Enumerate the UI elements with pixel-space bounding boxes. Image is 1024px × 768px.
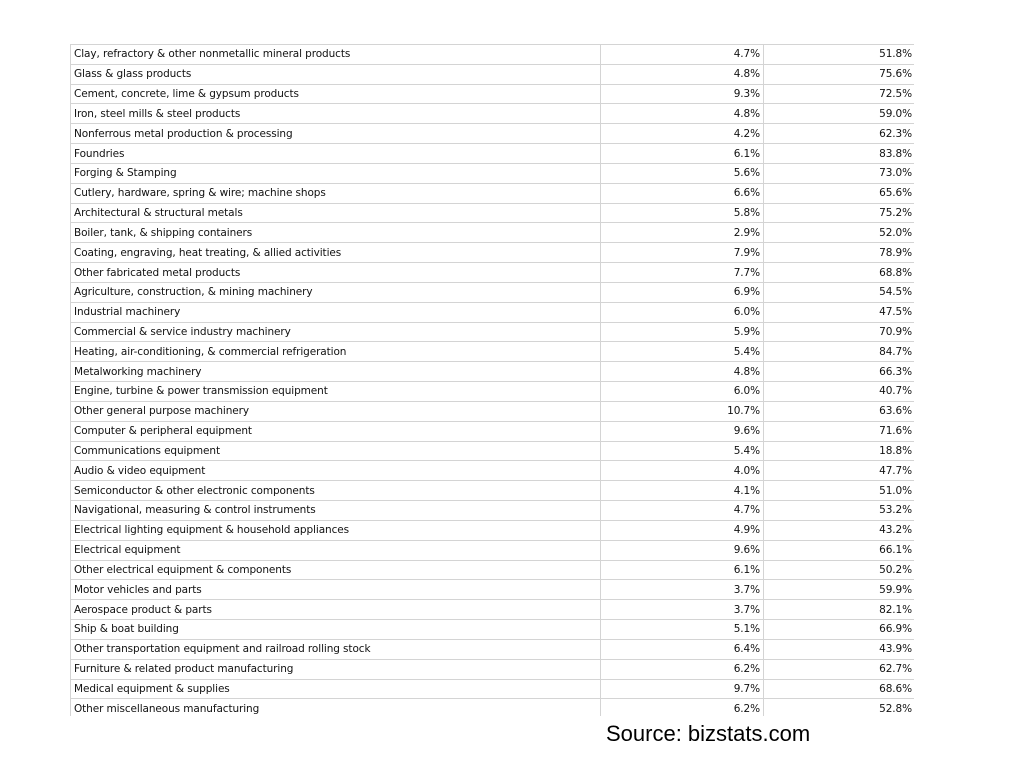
percent-b-cell: 75.2%	[763, 203, 914, 223]
percent-b-cell: 84.7%	[763, 341, 914, 361]
source-caption: Source: bizstats.com	[606, 721, 811, 746]
table-row	[70, 599, 914, 619]
percent-a-cell: 6.4%	[600, 639, 763, 659]
percent-a-cell: 2.9%	[600, 222, 763, 242]
industry-table-container	[70, 44, 914, 716]
industry-name-cell: Metalworking machinery	[70, 361, 600, 381]
industry-name-cell: Electrical equipment	[70, 540, 600, 560]
percent-a-cell: 7.7%	[600, 262, 763, 282]
percent-b-cell: 50.2%	[763, 560, 914, 580]
industry-name-cell: Other transportation equipment and railroad rolling stock	[70, 639, 600, 659]
industry-name-cell: Other fabricated metal products	[70, 262, 600, 282]
industry-name-cell: Furniture & related product manufacturing	[70, 659, 600, 679]
percent-a-cell: 5.4%	[600, 341, 763, 361]
industry-name-cell: Foundries	[70, 143, 600, 163]
percent-a-cell: 5.4%	[600, 441, 763, 461]
percent-b-cell: 62.3%	[763, 123, 914, 143]
table-row	[70, 44, 914, 64]
percent-b-cell: 78.9%	[763, 242, 914, 262]
industry-name-cell: Aerospace product & parts	[70, 599, 600, 619]
table-row	[70, 560, 914, 580]
percent-b-cell: 83.8%	[763, 143, 914, 163]
percent-a-cell: 9.6%	[600, 540, 763, 560]
percent-a-cell: 4.0%	[600, 460, 763, 480]
percent-a-cell: 4.7%	[600, 500, 763, 520]
industry-name-cell: Computer & peripheral equipment	[70, 421, 600, 441]
percent-a-cell: 9.7%	[600, 679, 763, 699]
percent-b-cell: 68.6%	[763, 679, 914, 699]
table-row	[70, 302, 914, 322]
industry-name-cell: Forging & Stamping	[70, 163, 600, 183]
percent-a-cell: 4.2%	[600, 123, 763, 143]
percent-b-cell: 73.0%	[763, 163, 914, 183]
industry-name-cell: Clay, refractory & other nonmetallic mineral products	[70, 44, 600, 64]
table-row	[70, 381, 914, 401]
table-row	[70, 103, 914, 123]
table-row	[70, 242, 914, 262]
percent-a-cell: 4.1%	[600, 480, 763, 500]
industry-name-cell: Nonferrous metal production & processing	[70, 123, 600, 143]
percent-a-cell: 3.7%	[600, 599, 763, 619]
percent-a-cell: 7.9%	[600, 242, 763, 262]
table-row	[70, 262, 914, 282]
table-row	[70, 579, 914, 599]
industry-name-cell: Audio & video equipment	[70, 460, 600, 480]
table-row	[70, 123, 914, 143]
percent-b-cell: 66.3%	[763, 361, 914, 381]
percent-b-cell: 40.7%	[763, 381, 914, 401]
table-row	[70, 322, 914, 342]
percent-b-cell: 47.5%	[763, 302, 914, 322]
table-row	[70, 441, 914, 461]
percent-a-cell: 6.2%	[600, 698, 763, 716]
industry-name-cell: Cement, concrete, lime & gypsum products	[70, 84, 600, 104]
percent-a-cell: 4.9%	[600, 520, 763, 540]
industry-name-cell: Other electrical equipment & components	[70, 560, 600, 580]
percent-a-cell: 3.7%	[600, 579, 763, 599]
table-row	[70, 64, 914, 84]
percent-a-cell: 6.1%	[600, 560, 763, 580]
percent-a-cell: 10.7%	[600, 401, 763, 421]
table-row	[70, 500, 914, 520]
percent-a-cell: 6.1%	[600, 143, 763, 163]
percent-a-cell: 5.8%	[600, 203, 763, 223]
table-row	[70, 659, 914, 679]
industry-name-cell: Commercial & service industry machinery	[70, 322, 600, 342]
industry-name-cell: Architectural & structural metals	[70, 203, 600, 223]
table-row	[70, 163, 914, 183]
industry-name-cell: Electrical lighting equipment & household appliances	[70, 520, 600, 540]
industry-table	[70, 44, 914, 716]
percent-a-cell: 4.8%	[600, 103, 763, 123]
industry-name-cell: Ship & boat building	[70, 619, 600, 639]
percent-a-cell: 6.0%	[600, 381, 763, 401]
percent-b-cell: 43.9%	[763, 639, 914, 659]
table-body	[70, 44, 914, 716]
table-row	[70, 520, 914, 540]
table-row	[70, 282, 914, 302]
percent-b-cell: 66.1%	[763, 540, 914, 560]
percent-a-cell: 9.6%	[600, 421, 763, 441]
percent-b-cell: 51.0%	[763, 480, 914, 500]
table-row	[70, 401, 914, 421]
table-row	[70, 639, 914, 659]
percent-b-cell: 65.6%	[763, 183, 914, 203]
table-row	[70, 460, 914, 480]
table-row	[70, 84, 914, 104]
percent-a-cell: 6.9%	[600, 282, 763, 302]
percent-a-cell: 4.8%	[600, 361, 763, 381]
percent-a-cell: 6.0%	[600, 302, 763, 322]
industry-name-cell: Other general purpose machinery	[70, 401, 600, 421]
percent-a-cell: 5.9%	[600, 322, 763, 342]
percent-b-cell: 59.9%	[763, 579, 914, 599]
percent-b-cell: 54.5%	[763, 282, 914, 302]
industry-name-cell: Medical equipment & supplies	[70, 679, 600, 699]
percent-a-cell: 4.7%	[600, 44, 763, 64]
percent-a-cell: 6.2%	[600, 659, 763, 679]
industry-name-cell: Glass & glass products	[70, 64, 600, 84]
industry-name-cell: Other miscellaneous manufacturing	[70, 698, 600, 716]
percent-a-cell: 5.1%	[600, 619, 763, 639]
industry-name-cell: Communications equipment	[70, 441, 600, 461]
table-row	[70, 540, 914, 560]
industry-name-cell: Iron, steel mills & steel products	[70, 103, 600, 123]
industry-name-cell: Coating, engraving, heat treating, & allied activities	[70, 242, 600, 262]
percent-a-cell: 5.6%	[600, 163, 763, 183]
table-row	[70, 619, 914, 639]
industry-name-cell: Cutlery, hardware, spring & wire; machine shops	[70, 183, 600, 203]
percent-b-cell: 68.8%	[763, 262, 914, 282]
percent-a-cell: 9.3%	[600, 84, 763, 104]
percent-b-cell: 72.5%	[763, 84, 914, 104]
table-row	[70, 341, 914, 361]
table-row	[70, 480, 914, 500]
industry-name-cell: Navigational, measuring & control instruments	[70, 500, 600, 520]
table-row	[70, 143, 914, 163]
industry-name-cell: Motor vehicles and parts	[70, 579, 600, 599]
percent-b-cell: 62.7%	[763, 659, 914, 679]
table-row	[70, 679, 914, 699]
percent-b-cell: 53.2%	[763, 500, 914, 520]
table-row	[70, 698, 914, 716]
percent-b-cell: 52.0%	[763, 222, 914, 242]
table-row	[70, 361, 914, 381]
percent-b-cell: 71.6%	[763, 421, 914, 441]
percent-b-cell: 59.0%	[763, 103, 914, 123]
table-row	[70, 222, 914, 242]
percent-b-cell: 51.8%	[763, 44, 914, 64]
percent-b-cell: 47.7%	[763, 460, 914, 480]
industry-name-cell: Engine, turbine & power transmission equipment	[70, 381, 600, 401]
industry-name-cell: Boiler, tank, & shipping containers	[70, 222, 600, 242]
percent-b-cell: 43.2%	[763, 520, 914, 540]
percent-b-cell: 82.1%	[763, 599, 914, 619]
percent-a-cell: 4.8%	[600, 64, 763, 84]
industry-name-cell: Industrial machinery	[70, 302, 600, 322]
table-row	[70, 421, 914, 441]
percent-b-cell: 66.9%	[763, 619, 914, 639]
industry-name-cell: Semiconductor & other electronic components	[70, 480, 600, 500]
percent-b-cell: 70.9%	[763, 322, 914, 342]
percent-b-cell: 75.6%	[763, 64, 914, 84]
industry-name-cell: Agriculture, construction, & mining machinery	[70, 282, 600, 302]
percent-b-cell: 52.8%	[763, 698, 914, 716]
percent-a-cell: 6.6%	[600, 183, 763, 203]
table-row	[70, 183, 914, 203]
table-row	[70, 203, 914, 223]
industry-name-cell: Heating, air-conditioning, & commercial refrigeration	[70, 341, 600, 361]
percent-b-cell: 18.8%	[763, 441, 914, 461]
percent-b-cell: 63.6%	[763, 401, 914, 421]
